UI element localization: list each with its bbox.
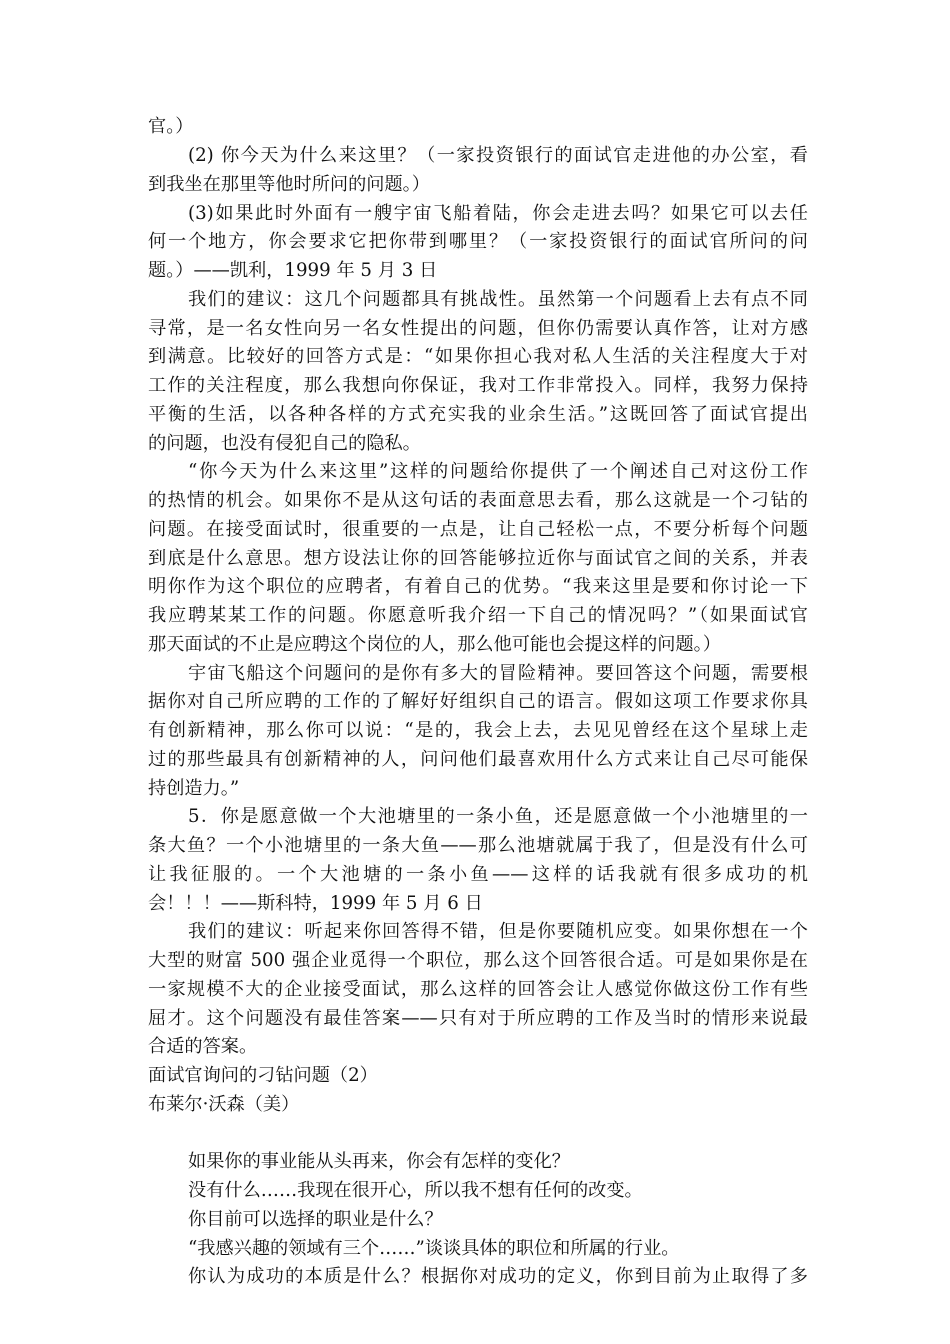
text-line: 我们的建议：听起来你回答得不错，但是你要随机应变。如果你想在一个 [188, 921, 808, 942]
text-line: “你今天为什么来这里”这样的问题给你提供了一个阐述自己对这份工作 [188, 461, 808, 482]
text-line: 持创造力。” [148, 778, 240, 799]
text-line: 官。） [148, 116, 194, 137]
text-line: 你认为成功的本质是什么？根据你对成功的定义，你到目前为止取得了多 [188, 1266, 808, 1287]
text-line: 屈才。这个问题没有最佳答案——只有对于所应聘的工作及当时的情形来说最 [148, 1008, 808, 1029]
text-line: 平衡的生活，以各种各样的方式充实我的业余生活。”这既回答了面试官提出 [148, 404, 808, 425]
text-line: 你目前可以选择的职业是什么？ [188, 1209, 443, 1230]
text-line: 到我坐在那里等他时所问的问题。） [148, 174, 430, 195]
text-line: 的问题，也没有侵犯自己的隐私。 [148, 433, 421, 454]
text-line: 有创新精神，那么你可以说：“是的，我会上去，去见见曾经在这个星球上走 [148, 720, 808, 741]
text-line: (2) 你今天为什么来这里？（一家投资银行的面试官走进他的办公室，看 [188, 145, 808, 166]
text-line: 大型的财富 500 强企业觅得一个职位，那么这个回答很合适。可是如果你是在 [148, 950, 808, 971]
text-line: 到底是什么意思。想方设法让你的回答能够拉近你与面试官之间的关系，并表 [148, 548, 808, 569]
text-line: 我们的建议：这几个问题都具有挑战性。虽然第一个问题看上去有点不同 [188, 289, 808, 310]
text-line: 寻常，是一名女性向另一名女性提出的问题，但你仍需要认真作答，让对方感 [148, 318, 808, 339]
text-line: 一家规模不大的企业接受面试，那么这样的回答会让人感觉你做这份工作有些 [148, 979, 808, 1000]
text-line: 5．你是愿意做一个大池塘里的一条小鱼，还是愿意做一个小池塘里的一 [188, 806, 808, 827]
section-title: 面试官询问的刁钻问题（2） [148, 1065, 378, 1086]
text-line: 没有什么……我现在很开心，所以我不想有任何的改变。 [188, 1180, 643, 1201]
text-line: (3)如果此时外面有一艘宇宙飞船着陆，你会走进去吗？如果它可以去任 [188, 203, 808, 224]
text-line: 明你作为这个职位的应聘者，有着自己的优势。“我来这里是要和你讨论一下 [148, 576, 808, 597]
text-line: 如果你的事业能从头再来，你会有怎样的变化？ [188, 1151, 570, 1172]
text-line: 合适的答案。 [148, 1036, 258, 1057]
text-line: “我感兴趣的领域有三个……”谈谈具体的职位和所属的行业。 [188, 1238, 680, 1259]
text-line: 何一个地方，你会要求它把你带到哪里？（一家投资银行的面试官所问的问 [148, 231, 808, 252]
text-line: 题。）——凯利，1999 年 5 月 3 日 [148, 260, 438, 281]
text-line: 宇宙飞船这个问题问的是你有多大的冒险精神。要回答这个问题，需要根 [188, 663, 808, 684]
author-line: 布莱尔·沃森（美） [148, 1094, 300, 1115]
text-line: 那天面试的不止是应聘这个岗位的人，那么他可能也会提这样的问题。） [148, 634, 721, 655]
text-line: 我应聘某某工作的问题。你愿意听我介绍一下自己的情况吗？”（如果面试官 [148, 605, 808, 626]
text-line: 问题。在接受面试时，很重要的一点是，让自己轻松一点，不要分析每个问题 [148, 519, 808, 540]
text-line: 会！！！——斯科特，1999 年 5 月 6 日 [148, 893, 483, 914]
text-line: 过的那些最具有创新精神的人，问问他们最喜欢用什么方式来让自己尽可能保 [148, 749, 808, 770]
text-line: 的热情的机会。如果你不是从这句话的表面意思去看，那么这就是一个刁钻的 [148, 490, 808, 511]
text-line: 条大鱼？一个小池塘里的一条大鱼——那么池塘就属于我了，但是没有什么可 [148, 835, 808, 856]
text-line: 工作的关注程度，那么我想向你保证，我对工作非常投入。同样，我努力保持 [148, 375, 808, 396]
text-line: 到满意。比较好的回答方式是：“如果你担心我对私人生活的关注程度大于对 [148, 346, 808, 367]
text-line: 让我征服的。一个大池塘的一条小鱼——这样的话我就有很多成功的机 [148, 864, 808, 885]
text-line: 据你对自己所应聘的工作的了解好好组织自己的语言。假如这项工作要求你具 [148, 691, 808, 712]
